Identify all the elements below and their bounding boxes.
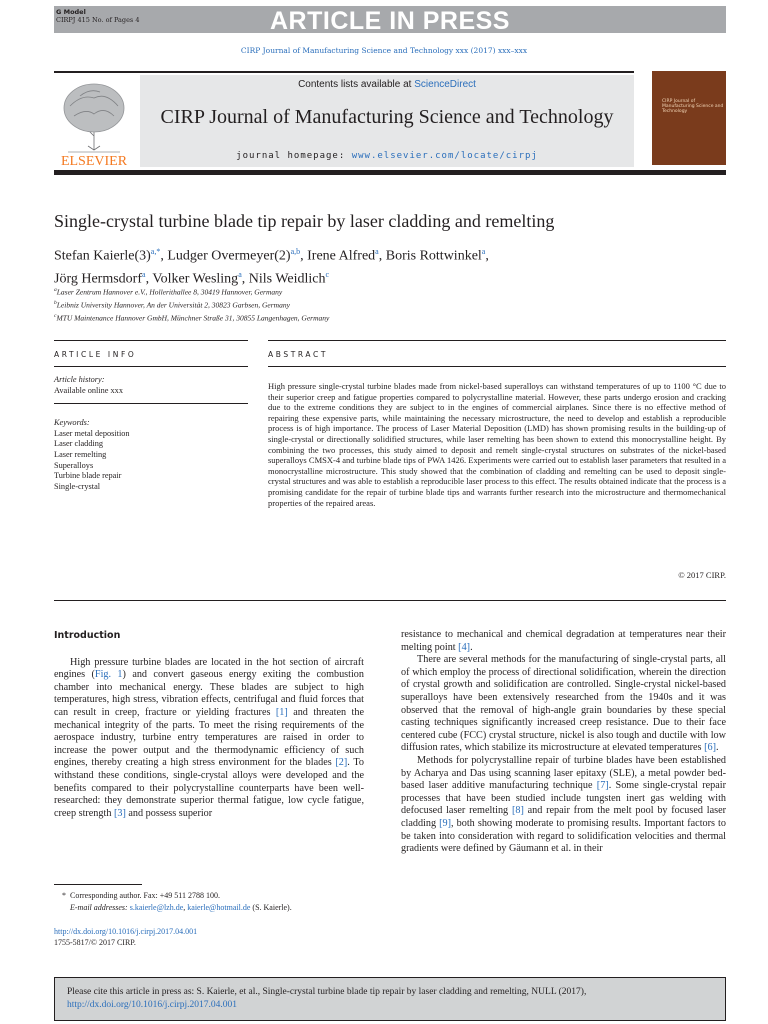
author-affiliation-marker[interactable]: a — [142, 269, 146, 279]
article-info-block — [54, 375, 254, 492]
author-separator: , — [241, 271, 249, 287]
author-affiliation-marker[interactable]: a — [481, 247, 486, 256]
affiliations — [54, 285, 329, 324]
affiliation-marker: a — [54, 287, 57, 293]
email-suffix: (S. Kaierle). — [250, 902, 292, 912]
author-affiliation-marker[interactable]: c — [325, 269, 330, 279]
affiliation-row — [54, 311, 329, 324]
ref-6-link[interactable]: [6] — [704, 742, 716, 754]
abstract-rule-bottom — [54, 600, 726, 601]
doi-link[interactable]: http://dx.doi.org/10.1016/j.cirpj.2017.04.001 — [54, 927, 198, 936]
author-name: Ludger Overmeyer(2) — [167, 248, 291, 264]
author-list — [54, 243, 734, 288]
author-separator: , — [300, 248, 308, 264]
introduction-heading: Introduction — [54, 630, 121, 641]
footnote-marker: * — [62, 891, 66, 900]
author-separator: , — [160, 248, 168, 264]
author-name: Boris Rottwinkel — [385, 248, 482, 264]
email-link-2[interactable]: kaierle@hotmail.de — [187, 902, 251, 912]
figure-1-link[interactable]: Fig. 1 — [94, 669, 123, 681]
article-info-heading: ARTICLE INFO — [54, 350, 137, 359]
cite-this-article-box — [54, 977, 726, 1021]
affiliation-text: MTU Maintenance Hannover GmbH, Münchner Straße 31, 30855 Langenhagen, Germany — [56, 313, 330, 323]
affiliation-row — [54, 285, 329, 298]
masthead-top-rule — [54, 71, 634, 73]
corresponding-author-footnote: * Corresponding author. Fax: +49 511 2788 100. E-mail addresses: s.kaierle@lzh.de, kaierle@hotmail.de (S. Kaierle). — [62, 891, 292, 912]
journal-reference-link[interactable]: CIRP Journal of Manufacturing Science and Technology xxx (2017) xxx–xxx — [240, 46, 528, 55]
corresponding-author-text: Corresponding author. Fax: +49 511 2788 100. — [70, 891, 220, 900]
cover-title: CIRP Journal of Manufacturing Science and Technology — [662, 99, 724, 114]
ref-3-link[interactable]: [3] — [113, 807, 126, 819]
affiliation-row — [54, 298, 329, 311]
doi-block — [54, 927, 197, 948]
elsevier-tree-icon — [64, 84, 124, 152]
author-affiliation-marker[interactable]: a — [375, 247, 379, 256]
masthead-bottom-rule — [54, 170, 726, 175]
author-separator: , — [485, 248, 489, 264]
affiliation-text: Leibniz University Hannover, An der Universität 2, 30823 Garbsen, Germany — [56, 300, 290, 310]
keyword-list — [54, 429, 254, 493]
history-label: Article history: — [54, 375, 105, 384]
author-name: Stefan Kaierle(3) — [54, 248, 151, 264]
ref-4-link[interactable]: [4] — [458, 641, 471, 653]
history-value: Available online xxx — [54, 385, 123, 395]
author-name: Irene Alfred — [307, 248, 376, 264]
journal-cover-thumbnail[interactable] — [652, 71, 726, 165]
article-title: Single-crystal turbine blade tip repair by laser cladding and remelting — [54, 211, 555, 231]
affiliation-text: Laser Zentrum Hannover e.V., Hollerithallee 8, 30419 Hannover, Germany — [56, 287, 283, 297]
keyword-item: Turbine blade repair — [54, 471, 122, 481]
elsevier-logo — [54, 76, 134, 168]
sciencedirect-link[interactable]: ScienceDirect — [414, 79, 476, 90]
keyword-item: Superalloys — [54, 460, 94, 470]
model-line: G Model — [56, 8, 86, 16]
info-rule-mid — [54, 366, 248, 367]
ref-1-link[interactable]: [1] — [275, 706, 288, 718]
author-name: Nils Weidlich — [248, 271, 326, 287]
info-rule-top — [54, 340, 248, 341]
intro-paragraph-2: There are several methods for the manufacturing of single-crystal parts, all of which employ the process of directional solidification, wherein the direction of crystal growth and solidification are controlled. Single-crystal nickel-based superalloys have been extensively researched from the 1940s and it was observed that the removal of high-angle grain boundaries by these special casting techniques significantly increased creep resistance. Due to their face centered cube (FCC) crystal structure, nickel is also tough and ductile with low diffusion rates, which stabilize its microstructure at elevated temperatures [6]. — [401, 654, 726, 754]
cite-doi-link[interactable]: http://dx.doi.org/10.1016/j.cirpj.2017.04.001 — [67, 1000, 238, 1010]
author-name: Volker Wesling — [152, 271, 239, 287]
keyword-item: Laser remelting — [54, 449, 107, 459]
intro-paragraph-1-cont: resistance to mechanical and chemical degradation at temperatures near their melting point [4]. — [401, 629, 726, 653]
email-label: E-mail addresses: — [70, 902, 130, 912]
ref-9-link[interactable]: [9] — [439, 817, 452, 829]
affiliation-marker: c — [54, 313, 57, 319]
abstract-text: High pressure single-crystal turbine blades made from nickel-based superalloys can withstand temperatures of up to 1100 °C due to their superior creep and fatigue properties compared to polycrystalline material. However, these parts undergo erosion and cracking due to the extreme conditions they are subject to in the engines of commercial airplanes. Since there is no effective method of repairing these expensive parts, while maintaining the necessary microstructure, the need to develop and establish a reproducible process is of high importance. The process of Laser Material Deposition (LMD) has shown promising results in the building-up of single-crystal or directionally solidified structures, while laser remelting has been shown to extend this monocrystalline height. By combining the two processes, this study aimed to deposit and remelt single-crystal structures on substrates of the nickel-based superalloys CMSX-4 and turbine blade tips of PWA 1426. Experiments were carried out to establish laser parameters that resulted in a monocrystalline microstructure. This study showed that the combination of cladding and remelting can be used to deposit single-crystal structures and was able to establish a reproducible laser process to this effect. The results obtained indicate that the process is a promising candidate for the repair of turbine blade tips and warrants further research into the microstructure and thermomechanical properties of the repaired areas. — [268, 381, 726, 508]
affiliation-marker: b — [54, 300, 57, 306]
keywords-label: Keywords: — [54, 418, 90, 428]
homepage-link[interactable]: www.elsevier.com/locate/cirpj — [351, 151, 538, 161]
homepage-prefix: journal homepage: — [236, 151, 352, 161]
keyword-item: Laser metal deposition — [54, 428, 130, 438]
body-right-column — [401, 629, 726, 856]
article-in-press-banner — [54, 6, 726, 33]
ref-7-link[interactable]: [7] — [596, 780, 609, 792]
cite-text: Please cite this article in press as: S. Kaierle, et al., Single-crystal turbine blade tip repair by laser cladding and remelting, NULL (2017), http://dx.doi.org/10.1016/j.cirpj.2017.04.001 — [67, 987, 587, 1010]
author-separator: , — [145, 271, 153, 287]
homepage-line — [140, 151, 634, 161]
copyright: © 2017 CIRP. — [678, 570, 726, 580]
ref-8-link[interactable]: [8] — [511, 805, 524, 817]
contents-line — [140, 79, 634, 90]
author-name: Jörg Hermsdorf — [54, 271, 143, 287]
ref-line: CIRPJ 415 No. of Pages 4 — [56, 16, 140, 24]
author-affiliation-marker[interactable]: a,b — [290, 247, 301, 256]
intro-paragraph-1: High pressure turbine blades are located in the hot section of aircraft engines (Fig. 1) and convert gaseous energy exiting the combustion chamber into mechanical energy. These blades are subject to high temperatures, high stress, vibration effects, centrifugal and fluid forces that can result in creep, fracture or yielding fractures [1] and threaten the mechanical integrity of the parts. To meet the rising requirements of the aerospace industry, turbine entry temperatures are raised in order to increase the power output and the thermodynamic efficiency of such engines, thereby creating a high stress environment for the blades [2]. To withstand these conditions, single-crystal alloys were developed and the benefits compared to their polycrystalline counterparts have been well-researched: they demonstrate superior thermal fatigue, low cycle fatigue, creep strength [3] and possess superior — [54, 656, 365, 819]
issn-text: 1755-5817/© 2017 CIRP. — [54, 937, 136, 947]
contents-prefix: Contents lists available at — [298, 79, 415, 90]
abstract-rule-mid — [268, 366, 726, 367]
email-link-1[interactable]: s.kaierle@lzh.de — [129, 902, 184, 912]
banner-title: ARTICLE IN PRESS — [270, 7, 510, 35]
elsevier-wordmark: ELSEVIER — [60, 154, 128, 168]
author-separator: , — [378, 248, 386, 264]
author-affiliation-marker[interactable]: a,* — [150, 247, 161, 256]
footnote-rule — [54, 884, 142, 885]
intro-paragraph-3: Methods for polycrystalline repair of turbine blades have been established by Acharya and Das using scanning laser epitaxy (SLE), a metal powder bed-based laser additive manufacturing technique [7]. Some single-crystal repair processes that have been studied include tungsten inert gas welding with defocused laser remelting [8] and repair from the melt pool by focused laser cladding [9], both showing moderate to promising results. Important factors to be taken into consideration with regard to solidification velocities and thermal gradients were defined by Gäumann et al. in their — [401, 754, 727, 855]
ref-2-link[interactable]: [2] — [335, 757, 348, 769]
body-left-column — [54, 630, 364, 820]
abstract-heading: ABSTRACT — [268, 350, 329, 359]
history-rule — [54, 403, 248, 404]
journal-title: CIRP Journal of Manufacturing Science and Technology — [160, 106, 614, 128]
keyword-item: Laser cladding — [54, 439, 104, 449]
abstract-rule-top — [268, 340, 726, 341]
author-affiliation-marker[interactable]: a — [238, 269, 242, 279]
keyword-item: Single-crystal — [54, 481, 101, 491]
